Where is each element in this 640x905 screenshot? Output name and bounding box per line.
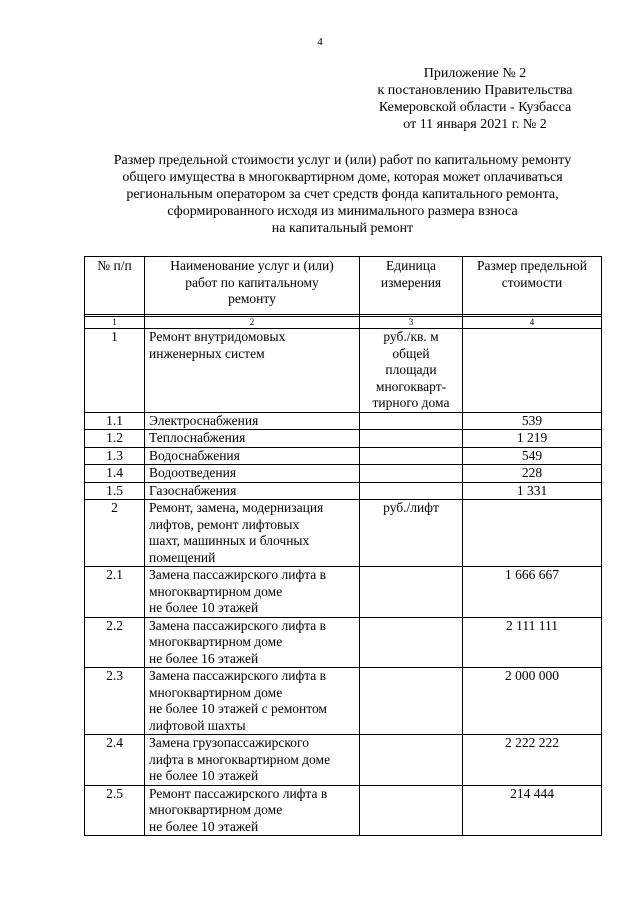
header-num: № п/п <box>85 257 145 315</box>
header-unit <box>360 257 463 315</box>
row-name <box>145 430 360 448</box>
row-name <box>145 412 360 430</box>
row-name-line: многоквартирном доме <box>149 634 283 649</box>
title-line: Размер предельной стоимости услуг и (или) работ по капитальному ремонту <box>113 153 572 168</box>
appendix-line: к постановлению Правительства <box>377 83 573 98</box>
row-number: 2.2 <box>85 617 145 668</box>
row-name <box>145 785 360 836</box>
header-value-line: Размер предельной <box>476 258 588 273</box>
header-name-line: работ по капитальному <box>185 274 319 290</box>
row-name <box>145 617 360 668</box>
row-name-line: помещений <box>149 549 216 565</box>
row-value: 1 666 667 <box>463 567 602 618</box>
row-name-line: не более 10 этажей <box>149 768 259 783</box>
table-row <box>85 482 602 500</box>
column-index: 1 <box>85 317 145 329</box>
header-unit-line: измерения <box>380 274 442 290</box>
row-unit <box>360 617 463 668</box>
row-unit <box>360 567 463 618</box>
row-name-line: инженерных систем <box>149 345 265 361</box>
row-name-line: Ремонт внутридомовых <box>149 329 286 344</box>
row-unit <box>360 482 463 500</box>
table-row <box>85 617 602 668</box>
row-unit-line: многокварт- <box>375 378 447 394</box>
row-number: 1.2 <box>85 430 145 448</box>
row-number: 1.1 <box>85 412 145 430</box>
row-unit <box>360 447 463 465</box>
row-number: 2.3 <box>85 668 145 735</box>
row-unit <box>360 735 463 786</box>
row-name-line: Замена пассажирского лифта в <box>149 567 326 582</box>
row-unit <box>360 785 463 836</box>
header-value <box>463 257 602 315</box>
row-unit-line: тирного дома <box>372 395 450 410</box>
row-number: 1.5 <box>85 482 145 500</box>
row-name-line: Ремонт, замена, модернизация <box>149 500 324 515</box>
row-name <box>145 447 360 465</box>
row-name-line: многоквартирном доме <box>149 583 283 599</box>
title-line: на капитальный ремонт <box>271 221 414 236</box>
title-line: сформированного исходя из минимального размера взноса <box>167 204 518 219</box>
row-unit <box>360 465 463 483</box>
row-name-line: Ремонт пассажирского лифта в <box>149 785 328 801</box>
row-name-line: не более 10 этажей <box>149 600 259 615</box>
table-row <box>85 447 602 465</box>
row-name <box>145 329 360 413</box>
row-name-line: не более 10 этажей с ремонтом <box>149 701 327 716</box>
row-number: 2.4 <box>85 735 145 786</box>
title-line: региональным оператором за счет средств фонда капитального ремонта, <box>126 187 559 202</box>
row-value <box>463 500 602 567</box>
header-name-line: ремонту <box>228 291 276 306</box>
row-number: 2 <box>85 500 145 567</box>
row-unit-line: общей <box>392 345 430 361</box>
row-name-line: не более 10 этажей <box>149 818 259 834</box>
header-name <box>145 257 360 315</box>
row-name <box>145 735 360 786</box>
row-unit-line: руб./кв. м <box>383 329 439 344</box>
row-name <box>145 482 360 500</box>
row-name-line: Теплоснабжения <box>149 430 246 445</box>
row-name-line: лифта в многоквартирном доме <box>149 751 331 767</box>
row-number: 1.4 <box>85 465 145 483</box>
column-index: 4 <box>463 317 602 329</box>
row-value: 549 <box>463 447 602 465</box>
row-value: 2 222 222 <box>463 735 602 786</box>
row-name-line: многоквартирном доме <box>149 802 283 817</box>
row-name <box>145 668 360 735</box>
row-unit <box>360 329 463 413</box>
row-name-line: лифтовой шахты <box>149 717 246 733</box>
row-name-line: Замена грузопассажирского <box>149 735 309 750</box>
appendix-line: Кемеровской области - Кузбасса <box>378 100 572 115</box>
column-index: 2 <box>145 317 360 329</box>
row-value <box>463 329 602 413</box>
table-row <box>85 668 602 735</box>
row-unit <box>360 668 463 735</box>
cost-table <box>84 256 602 836</box>
table-row <box>85 785 602 836</box>
header-value-line: стоимости <box>501 274 563 290</box>
row-name <box>145 567 360 618</box>
row-name-line: Водоотведения <box>149 465 237 480</box>
row-unit <box>360 500 463 567</box>
row-value: 2 000 000 <box>463 668 602 735</box>
row-name-line: Газоснабжения <box>149 482 237 498</box>
row-value: 214 444 <box>463 785 602 836</box>
row-unit-line: площади <box>385 362 437 377</box>
row-name-line: не более 16 этажей <box>149 650 259 666</box>
appendix-line: Приложение № 2 <box>423 66 527 81</box>
table-row <box>85 465 602 483</box>
row-value: 1 219 <box>463 430 602 448</box>
appendix-line: от 11 января 2021 г. № 2 <box>403 117 547 132</box>
appendix-header <box>360 65 590 133</box>
table-row <box>85 735 602 786</box>
row-value: 1 331 <box>463 482 602 500</box>
header-name-line: Наименование услуг и (или) <box>170 258 334 273</box>
row-name-line: Водоснабжения <box>149 447 240 463</box>
table-header-row <box>85 257 602 315</box>
row-name-line: Замена пассажирского лифта в <box>149 668 326 683</box>
row-number: 1 <box>85 329 145 413</box>
row-name <box>145 465 360 483</box>
row-number: 1.3 <box>85 447 145 465</box>
table-row <box>85 430 602 448</box>
header-unit-line: Единица <box>385 258 436 273</box>
row-name <box>145 500 360 567</box>
row-name-line: шахт, машинных и блочных <box>149 533 310 548</box>
column-index-row <box>85 317 602 329</box>
row-value: 2 111 111 <box>463 617 602 668</box>
row-name-line: Замена пассажирского лифта в <box>149 617 326 633</box>
document-title <box>70 152 615 237</box>
page-number: 4 <box>317 36 323 48</box>
row-value: 539 <box>463 412 602 430</box>
title-line: общего имущества в многоквартирном доме, которая может оплачиваться <box>122 170 563 185</box>
row-unit <box>360 430 463 448</box>
row-name-line: многоквартирном доме <box>149 684 283 700</box>
row-name-line: лифтов, ремонт лифтовых <box>149 516 300 532</box>
row-name-line: Электроснабжения <box>149 412 259 428</box>
row-unit-line: руб./лифт <box>383 500 439 515</box>
table-row <box>85 567 602 618</box>
table-row <box>85 412 602 430</box>
table-row <box>85 329 602 413</box>
row-value: 228 <box>463 465 602 483</box>
table-row <box>85 500 602 567</box>
column-index: 3 <box>360 317 463 329</box>
row-unit <box>360 412 463 430</box>
row-number: 2.1 <box>85 567 145 618</box>
row-number: 2.5 <box>85 785 145 836</box>
